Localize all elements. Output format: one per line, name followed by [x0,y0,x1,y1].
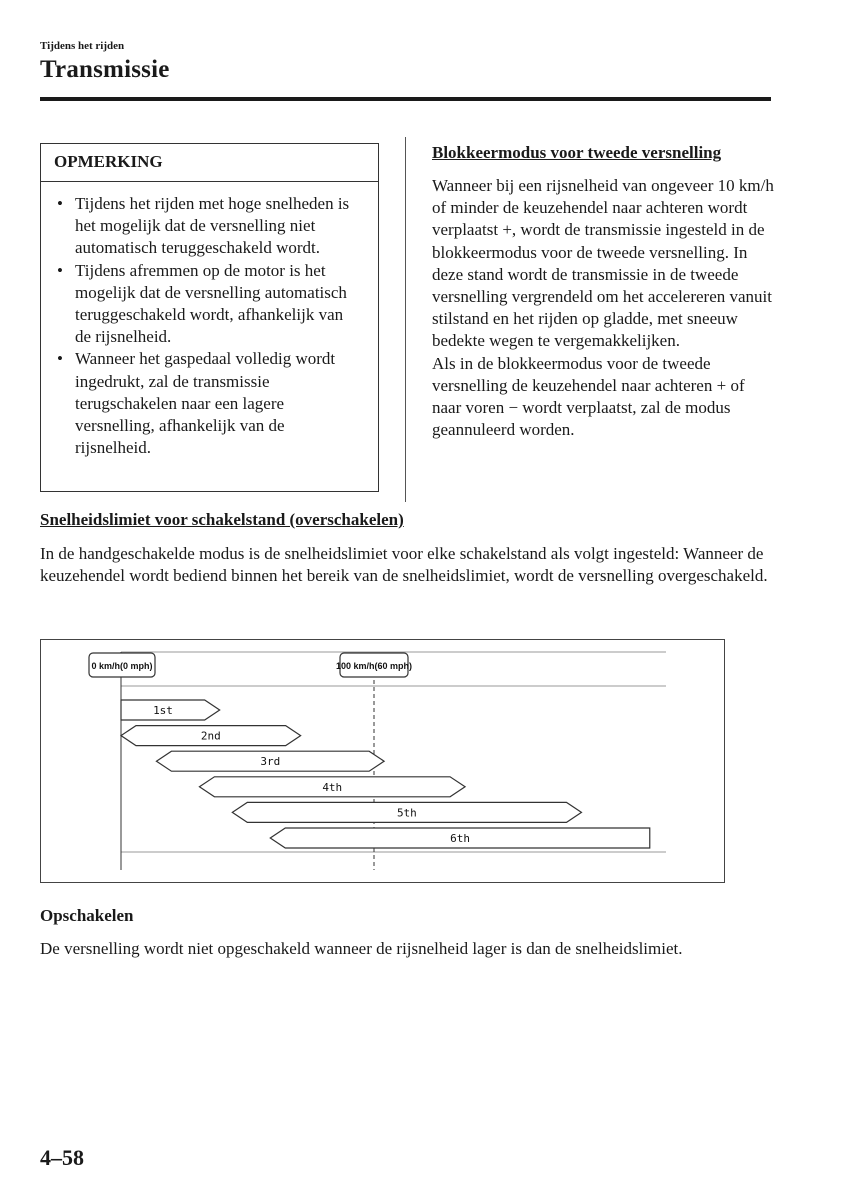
speed-limit-heading: Snelheidslimiet voor schakelstand (overschakelen) [40,510,404,529]
gear-speed-chart [41,640,724,882]
upshift-paragraph: De versnelling wordt niet opgeschakeld wanneer de rijsnelheid lager is dan de snelheidslimiet. [40,939,683,958]
bullet-icon: • [57,260,63,280]
note-item-text: Wanneer het gaspedaal volledig wordt ingedrukt, zal de transmissie terugschakelen naar een lagere versnelling, afhankelijk van de rijsnelheid. [75,349,336,458]
blocking-mode-paragraph-2: Als in de blokkeermodus voor de tweede versnelling de keuzehendel naar achteren + of naar voren − wordt verplaatst, zal de modus geannuleerd worden. [432,353,745,440]
bullet-icon: • [57,349,63,369]
gear-speed-diagram [40,639,725,883]
note-list [41,182,378,459]
column-divider [405,137,406,502]
speed-label: 0 km/h(0 mph) [91,661,153,671]
note-item-text: Tijdens het rijden met hoge snelheden is het mogelijk dat de versnelling niet automatisch teruggeschakeld wordt. [75,194,350,258]
gear-label: 1st [153,704,173,717]
page-number: 4–58 [40,1145,84,1170]
section-label: Tijdens het rijden [40,40,125,52]
speed-limit-paragraph: In de handgeschakelde modus is de snelheidslimiet voor elke schakelstand als volgt ingesteld: Wanneer de keuzehendel wordt bediend binnen het bereik van de snelheidslimiet, wordt de versnelling overgeschakeld. [40,544,768,586]
note-header: OPMERKING [41,144,378,182]
upshift-heading: Opschakelen [40,906,134,925]
title-rule [40,97,771,101]
note-item-text: Tijdens afremmen op de motor is het mogelijk dat de versnelling automatisch teruggeschakeld wordt, afhankelijk van de rijsnelheid. [75,260,347,347]
blocking-mode-heading: Blokkeermodus voor tweede versnelling [432,143,722,162]
note-item [57,348,361,459]
gear-label: 3rd [260,755,281,769]
gear-label: 6th [450,832,470,845]
gear-label: 4th [322,780,343,794]
gear-label: 2nd [200,729,221,743]
speed-label: 100 km/h(60 mph) [335,661,413,671]
page-title: Transmissie [40,56,170,83]
note-item [57,193,361,260]
note-item [57,260,361,349]
blocking-mode-paragraph-1: Wanneer bij een rijsnelheid van ongeveer 10 km/h of minder de keuzehendel naar achteren wordt verplaatst +, wordt de transmissie ingesteld in de blokkeermodus voor de tweede versnelling. In deze stand wordt de transmissie in de tweede versnelling vergrendeld om het accelereren vanuit stilstand en het rijden op gladde, met sneeuw bedekte wegen te vergemakkelijken. [432,176,774,351]
note-box [40,143,379,492]
blocking-mode-text [432,175,777,441]
bullet-icon: • [57,194,63,213]
gear-label: 5th [396,806,417,820]
